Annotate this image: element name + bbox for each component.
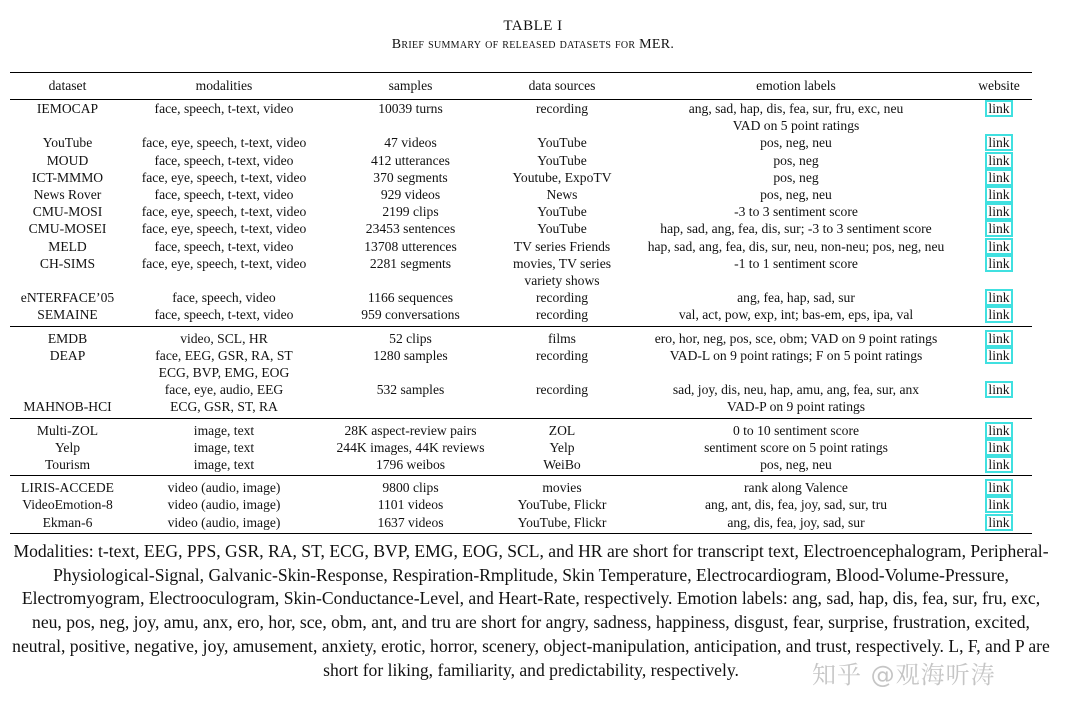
cell-dataset (10, 347, 125, 381)
cell-line: image, text (193, 439, 255, 455)
cell-dataset (10, 326, 125, 347)
cell-sources (498, 134, 626, 151)
cell-line: image, text (193, 457, 255, 473)
cell-samples (323, 439, 498, 456)
website-link[interactable]: link (985, 100, 1012, 117)
cell-line: -3 to 3 sentiment score (734, 204, 858, 220)
cell-line: MAHNOB-HCI (23, 399, 112, 415)
cell-sources (498, 418, 626, 439)
cell-labels (626, 476, 966, 497)
cell-samples (323, 152, 498, 169)
cell-line: WeiBo (543, 457, 581, 473)
cell-dataset (10, 514, 125, 534)
cell-line: 244K images, 44K reviews (336, 439, 485, 455)
column-header: emotion labels (626, 73, 966, 100)
table-row (10, 134, 1032, 151)
cell-dataset (10, 439, 125, 456)
cell-labels (626, 514, 966, 534)
cell-line: ero, hor, neg, pos, sce, obm; VAD on 9 point ratings (654, 330, 938, 346)
cell-modalities (125, 134, 323, 151)
cell-line: CH-SIMS (39, 255, 96, 271)
column-header: samples (323, 73, 498, 100)
cell-sources (498, 456, 626, 476)
cell-website (966, 134, 1032, 151)
column-header: website (966, 73, 1032, 100)
cell-website (966, 220, 1032, 237)
cell-line: face, speech, t-text, video (154, 152, 294, 168)
cell-labels (626, 134, 966, 151)
cell-line: face, eye, speech, t-text, video (141, 169, 307, 185)
cell-website (966, 289, 1032, 306)
cell-line: image, text (193, 422, 255, 438)
cell-labels (626, 381, 966, 418)
cell-modalities (125, 496, 323, 513)
cell-line: 47 videos (384, 135, 437, 151)
cell-line: 2281 segments (369, 255, 452, 271)
table-row (10, 289, 1032, 306)
cell-modalities (125, 418, 323, 439)
cell-line: CMU-MOSEI (28, 221, 107, 237)
cell-line: recording (535, 347, 589, 363)
cell-line: video (audio, image) (167, 497, 281, 513)
cell-line (14, 381, 121, 398)
cell-line: hap, sad, ang, fea, dis, sur, neu, non-neu; pos, neg, neu (647, 238, 945, 254)
cell-line: 23453 sentences (365, 221, 456, 237)
cell-line: 1796 weibos (375, 457, 446, 473)
cell-labels (626, 347, 966, 381)
cell-dataset (10, 496, 125, 513)
cell-modalities (125, 220, 323, 237)
cell-dataset (10, 203, 125, 220)
website-link[interactable]: link (985, 169, 1012, 186)
cell-sources (498, 289, 626, 306)
table-row (10, 152, 1032, 169)
cell-sources (498, 476, 626, 497)
cell-line: ang, fea, hap, sad, sur (737, 290, 855, 306)
cell-line: variety shows (524, 273, 600, 289)
table-row (10, 220, 1032, 237)
cell-line: pos, neg (773, 152, 819, 168)
website-link[interactable]: link (985, 381, 1012, 398)
cell-line: Youtube, ExpoTV (512, 169, 612, 185)
cell-line: ang, dis, fea, joy, sad, sur (727, 514, 865, 530)
website-link[interactable]: link (985, 238, 1012, 255)
cell-line: pos, neg (773, 169, 819, 185)
cell-line: EMDB (47, 330, 88, 346)
cell-dataset (10, 238, 125, 255)
cell-sources (498, 326, 626, 347)
website-link[interactable]: link (985, 134, 1012, 151)
cell-samples (323, 289, 498, 306)
table-row (10, 306, 1032, 326)
cell-line: 929 videos (380, 187, 441, 203)
cell-line: ICT-MMMO (31, 169, 104, 185)
cell-line: 412 utterances (371, 152, 450, 168)
cell-website (966, 238, 1032, 255)
cell-line: VAD-L on 9 point ratings; F on 5 point ratings (669, 347, 923, 363)
column-header: data sources (498, 73, 626, 100)
website-link[interactable]: link (985, 289, 1012, 306)
cell-line: Ekman-6 (42, 514, 93, 530)
cell-samples (323, 347, 498, 381)
cell-line: YouTube (537, 135, 587, 151)
cell-samples (323, 306, 498, 326)
table-row (10, 100, 1032, 135)
website-link[interactable]: link (985, 479, 1012, 496)
cell-line: ECG, BVP, EMG, EOG (158, 365, 290, 381)
cell-dataset (10, 456, 125, 476)
cell-line: 532 samples (376, 382, 445, 398)
cell-line: face, speech, t-text, video (154, 307, 294, 323)
cell-website (966, 381, 1032, 418)
cell-line: face, eye, speech, t-text, video (141, 221, 307, 237)
cell-line: YouTube, Flickr (517, 497, 607, 513)
cell-line: face, speech, t-text, video (154, 238, 294, 254)
cell-line: CMU-MOSI (32, 204, 103, 220)
website-link[interactable]: link (985, 347, 1012, 364)
cell-line: ECG, GSR, ST, RA (170, 399, 278, 415)
cell-labels (626, 439, 966, 456)
table-row (10, 514, 1032, 534)
cell-samples (323, 220, 498, 237)
cell-sources (498, 514, 626, 534)
cell-line: recording (535, 307, 589, 323)
cell-samples (323, 134, 498, 151)
cell-line: News (546, 187, 578, 203)
cell-samples (323, 203, 498, 220)
cell-website (966, 439, 1032, 456)
cell-sources (498, 347, 626, 381)
cell-line: 1280 samples (373, 347, 448, 363)
cell-modalities (125, 289, 323, 306)
table-row (10, 476, 1032, 497)
cell-samples (323, 186, 498, 203)
cell-line: 1101 videos (377, 497, 444, 513)
cell-line: ZOL (548, 422, 576, 438)
table-row (10, 186, 1032, 203)
cell-line: eNTERFACE’05 (20, 290, 115, 306)
cell-website (966, 514, 1032, 534)
cell-modalities (125, 100, 323, 135)
cell-samples (323, 514, 498, 534)
website-link[interactable]: link (985, 152, 1012, 169)
cell-sources (498, 496, 626, 513)
cell-line: val, act, pow, exp, int; bas-em, eps, ipa, val (678, 307, 914, 323)
cell-website (966, 186, 1032, 203)
website-link[interactable]: link (985, 496, 1012, 513)
cell-line: MOUD (46, 152, 89, 168)
website-link[interactable]: link (985, 330, 1012, 347)
cell-line: face, eye, audio, EEG (164, 382, 284, 398)
cell-website (966, 203, 1032, 220)
cell-line: movies (542, 480, 582, 496)
cell-line: 52 clips (389, 330, 432, 346)
table-header-row (10, 73, 1032, 100)
cell-sources (498, 381, 626, 418)
cell-dataset (10, 186, 125, 203)
cell-samples (323, 381, 498, 418)
table-row (10, 456, 1032, 476)
cell-modalities (125, 255, 323, 289)
cell-modalities (125, 152, 323, 169)
cell-line: pos, neg, neu (760, 457, 832, 473)
table-footnote: Modalities: t-text, EEG, PPS, GSR, RA, ST, ECG, BVP, EMG, EOG, SCL, and HR are short for transcript text, Electroencephalogram, Peripheral-Physiological-Signal, Galvanic-Skin-Response, Respiration-Rmplitude, Skin Temperature, Electrocardiogram, Blood-Volume-Pressure, Electromyogram, Electrooculogram, Skin-Conductance-Level, and Heart-Rate, respectively. Emotion labels: ang, sad, hap, dis, fea, sur, fru, exc, neu, pos, neg, joy, amu, anx, ero, hor, sce, obm, ant, and tru are short for angry, sadness, happiness, disgust, fear, surprise, frustration, excited, neutral, positive, negative, joy, amusement, anxiety, erotic, horror, scenery, object-manipulation, anticipation, and trust, respectively. L, F, and P are short for liking, familiarity, and predictability, respectively. (12, 541, 1050, 680)
cell-sources (498, 238, 626, 255)
cell-samples (323, 100, 498, 135)
cell-samples (323, 418, 498, 439)
cell-modalities (125, 186, 323, 203)
cell-sources (498, 255, 626, 289)
cell-sources (498, 203, 626, 220)
cell-dataset (10, 255, 125, 289)
cell-labels (626, 220, 966, 237)
cell-website (966, 152, 1032, 169)
table-row (10, 347, 1032, 381)
cell-labels (626, 203, 966, 220)
cell-line: YouTube (42, 135, 93, 151)
cell-line: face, speech, t-text, video (154, 187, 294, 203)
column-header: dataset (10, 73, 125, 100)
cell-line: video, SCL, HR (180, 330, 268, 346)
table-row (10, 255, 1032, 289)
cell-line: face, speech, video (172, 290, 276, 306)
cell-line: SEMAINE (37, 307, 98, 323)
cell-samples (323, 255, 498, 289)
website-link[interactable]: link (985, 422, 1012, 439)
cell-line: video (audio, image) (167, 480, 281, 496)
cell-sources (498, 186, 626, 203)
cell-website (966, 169, 1032, 186)
website-link[interactable]: link (985, 456, 1012, 473)
cell-labels (626, 326, 966, 347)
table-caption-subtitle: Brief summary of released datasets for MER. (391, 37, 675, 52)
cell-line: 959 conversations (361, 307, 460, 323)
website-link[interactable]: link (985, 514, 1012, 531)
website-link[interactable]: link (985, 186, 1012, 203)
cell-line: ang, sad, hap, dis, fea, sur, fru, exc, neu (688, 101, 904, 116)
cell-modalities (125, 326, 323, 347)
cell-samples (323, 326, 498, 347)
cell-line: VideoEmotion-8 (22, 497, 113, 513)
cell-modalities (125, 456, 323, 476)
cell-line: 1166 sequences (367, 290, 454, 306)
cell-sources (498, 152, 626, 169)
cell-line: sad, joy, dis, neu, hap, amu, ang, fea, sur, anx (672, 382, 920, 398)
cell-line: face, EEG, GSR, RA, ST (155, 347, 293, 363)
table-row (10, 326, 1032, 347)
cell-line: 0 to 10 sentiment score (732, 422, 860, 438)
cell-dataset (10, 476, 125, 497)
cell-line: 2199 clips (382, 204, 439, 220)
table-row (10, 496, 1032, 513)
cell-line: IEMOCAP (36, 101, 99, 116)
cell-modalities (125, 476, 323, 497)
website-link[interactable]: link (985, 255, 1012, 272)
cell-line: 1637 videos (377, 514, 444, 530)
cell-labels (626, 289, 966, 306)
cell-samples (323, 476, 498, 497)
cell-line: TV series Friends (513, 238, 611, 254)
cell-dataset (10, 289, 125, 306)
cell-line: recording (535, 382, 589, 398)
cell-sources (498, 220, 626, 237)
cell-samples (323, 456, 498, 476)
cell-modalities (125, 306, 323, 326)
cell-line: films (548, 330, 576, 346)
cell-line: MELD (48, 238, 87, 254)
website-link[interactable]: link (985, 306, 1012, 323)
table-row (10, 169, 1032, 186)
cell-line: 370 segments (373, 169, 448, 185)
watermark: 知乎 @观海听涛 (812, 661, 996, 689)
cell-website (966, 255, 1032, 289)
cell-labels (626, 418, 966, 439)
cell-website (966, 418, 1032, 439)
cell-dataset (10, 381, 125, 418)
cell-line: recording (535, 290, 589, 306)
cell-samples (323, 496, 498, 513)
cell-line: Tourism (44, 457, 91, 473)
cell-line: pos, neg, neu (760, 135, 832, 151)
table-row (10, 238, 1032, 255)
cell-line: YouTube (537, 221, 587, 237)
cell-line: movies, TV series (512, 255, 612, 271)
cell-dataset (10, 100, 125, 135)
cell-sources (498, 169, 626, 186)
table-body (10, 100, 1032, 534)
website-link[interactable]: link (985, 220, 1012, 237)
cell-modalities (125, 203, 323, 220)
cell-line: YouTube (537, 204, 587, 220)
cell-sources (498, 100, 626, 135)
cell-sources (498, 439, 626, 456)
cell-line: pos, neg, neu (760, 187, 832, 203)
cell-line: YouTube (537, 152, 587, 168)
cell-labels (626, 238, 966, 255)
cell-line: ang, ant, dis, fea, joy, sad, sur, tru (704, 497, 888, 513)
cell-labels (626, 169, 966, 186)
cell-website (966, 326, 1032, 347)
website-link[interactable]: link (985, 439, 1012, 456)
cell-modalities (125, 439, 323, 456)
cell-labels (626, 496, 966, 513)
cell-sources (498, 306, 626, 326)
cell-labels (626, 100, 966, 135)
cell-website (966, 306, 1032, 326)
cell-modalities (125, 381, 323, 418)
datasets-table (10, 72, 1032, 534)
cell-modalities (125, 514, 323, 534)
cell-line: LIRIS-ACCEDE (21, 480, 114, 496)
table-caption-title: TABLE I (503, 18, 563, 34)
cell-labels (626, 456, 966, 476)
cell-line: face, eye, speech, t-text, video (141, 255, 307, 271)
table-row (10, 439, 1032, 456)
cell-labels (626, 255, 966, 289)
cell-line: face, eye, speech, t-text, video (141, 135, 307, 151)
cell-dataset (10, 169, 125, 186)
cell-website (966, 100, 1032, 135)
column-header: modalities (125, 73, 323, 100)
cell-labels (626, 152, 966, 169)
cell-line: Multi-ZOL (36, 422, 99, 438)
cell-line: DEAP (49, 347, 86, 363)
table-row (10, 381, 1032, 418)
cell-line: VAD on 5 point ratings (732, 118, 860, 134)
cell-line: Yelp (549, 439, 575, 455)
cell-samples (323, 169, 498, 186)
cell-modalities (125, 347, 323, 381)
cell-line: VAD-P on 9 point ratings (726, 399, 866, 415)
cell-line: hap, sad, ang, fea, dis, sur; -3 to 3 sentiment score (660, 221, 932, 237)
cell-line: face, speech, t-text, video (154, 101, 294, 116)
cell-line: Yelp (54, 439, 81, 455)
cell-samples (323, 238, 498, 255)
cell-website (966, 496, 1032, 513)
cell-website (966, 347, 1032, 381)
cell-line: video (audio, image) (167, 514, 281, 530)
cell-line: 10039 turns (378, 101, 443, 116)
cell-line: YouTube, Flickr (517, 514, 607, 530)
cell-modalities (125, 238, 323, 255)
cell-labels (626, 306, 966, 326)
cell-line: face, eye, speech, t-text, video (141, 204, 307, 220)
cell-dataset (10, 418, 125, 439)
cell-line: 9800 clips (382, 480, 439, 496)
cell-modalities (125, 169, 323, 186)
cell-dataset (10, 134, 125, 151)
cell-dataset (10, 152, 125, 169)
cell-line: rank along Valence (744, 480, 848, 496)
cell-line: 13708 utterences (364, 238, 457, 254)
cell-dataset (10, 306, 125, 326)
cell-website (966, 476, 1032, 497)
cell-website (966, 456, 1032, 476)
website-link[interactable]: link (985, 203, 1012, 220)
cell-line: recording (535, 101, 589, 116)
cell-line: sentiment score on 5 point ratings (704, 439, 888, 455)
cell-labels (626, 186, 966, 203)
cell-line: News Rover (33, 187, 102, 203)
cell-dataset (10, 220, 125, 237)
cell-line: 28K aspect-review pairs (344, 422, 477, 438)
table-row (10, 418, 1032, 439)
cell-line: -1 to 1 sentiment score (734, 255, 858, 271)
table-row (10, 203, 1032, 220)
